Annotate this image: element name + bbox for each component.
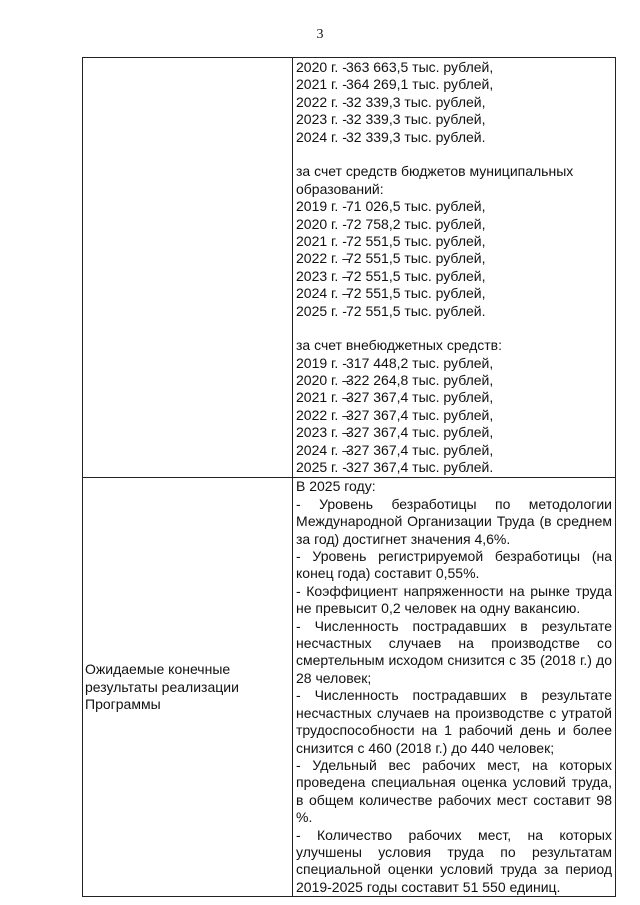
page-number: 3 xyxy=(316,27,324,42)
year-label: 2021 г. - xyxy=(296,76,347,93)
year-label: 2019 г. - xyxy=(296,354,347,371)
funding-line xyxy=(296,76,612,93)
year-label: 2020 г. - xyxy=(296,215,347,232)
result-item: - Количество рабочих мест, на которых улучшены условия труда по результатам специальной оценки условий труда за период 2019-2025 годы составит 51 550 единиц. xyxy=(296,826,612,895)
amount-value: 32 339,3 тыс. рублей, xyxy=(346,93,486,110)
amount-value: 32 339,3 тыс. рублей, xyxy=(346,111,486,128)
funding-line xyxy=(296,129,612,146)
amount-value: 327 367,4 тыс. рублей, xyxy=(346,406,494,423)
funding-line xyxy=(296,355,612,372)
year-label: 2021 г. – xyxy=(296,389,350,406)
funding-line xyxy=(296,459,612,476)
amount-value: 327 367,4 тыс. рублей. xyxy=(346,459,494,476)
funding-line xyxy=(296,285,612,302)
result-item: - Коэффициент напряженности на рынке труда не превысит 0,2 человек на одну вакансию. xyxy=(296,582,612,617)
year-label: 2022 г. - xyxy=(296,93,347,110)
amount-value: 32 339,3 тыс. рублей. xyxy=(346,128,486,145)
year-label: 2023 г. – xyxy=(296,424,350,441)
funding-line xyxy=(296,268,612,285)
results-row xyxy=(83,478,616,897)
year-label: 2021 г. - xyxy=(296,232,347,249)
amount-value: 72 551,5 тыс. рублей, xyxy=(346,285,486,302)
amount-value: 72 551,5 тыс. рублей, xyxy=(346,250,486,267)
year-label: 2023 г. - xyxy=(296,111,347,128)
funding-line xyxy=(296,216,612,233)
year-label: 2020 г. – xyxy=(296,372,350,389)
results-label: Ожидаемые конечные результаты реализации Программы xyxy=(83,478,293,897)
regional-budget-lines xyxy=(296,59,612,146)
result-item: - Численность пострадавших в результате несчастных случаев на производстве с утратой трудоспособности на 1 рабочий день и более снизится с 460 (2018 г.) до 440 человек; xyxy=(296,687,612,756)
year-label: 2024 г. – xyxy=(296,285,350,302)
funding-line xyxy=(296,389,612,406)
funding-line xyxy=(296,250,612,267)
extrabudget-title: за счет внебюджетных средств: xyxy=(296,337,502,354)
amount-value: 327 367,4 тыс. рублей, xyxy=(346,441,494,458)
funding-line xyxy=(296,59,612,76)
funding-line xyxy=(296,111,612,128)
funding-line xyxy=(296,94,612,111)
year-label: 2024 г. - xyxy=(296,128,347,145)
amount-value: 317 448,2 тыс. рублей, xyxy=(346,354,494,371)
funding-line xyxy=(296,372,612,389)
year-label: 2020 г. - xyxy=(296,59,347,75)
amount-value: 364 269,1 тыс. рублей, xyxy=(346,76,494,93)
municipal-budget-title: за счет средств бюджетов муниципальных образований: xyxy=(296,163,574,197)
year-label: 2024 г. – xyxy=(296,441,350,458)
year-label: 2022 г. – xyxy=(296,406,350,423)
extrabudget-block xyxy=(296,337,612,476)
funding-row xyxy=(83,58,616,478)
year-label: 2019 г. - xyxy=(296,198,347,215)
spacer xyxy=(296,146,612,163)
amount-value: 322 264,8 тыс. рублей, xyxy=(346,372,494,389)
amount-value: 327 367,4 тыс. рублей, xyxy=(346,389,494,406)
funding-line xyxy=(296,442,612,459)
municipal-budget-block xyxy=(296,163,612,320)
results-value-cell xyxy=(293,478,616,897)
amount-value: 363 663,5 тыс. рублей, xyxy=(346,59,494,75)
funding-line xyxy=(296,407,612,424)
funding-label-cell xyxy=(83,58,293,478)
funding-line xyxy=(296,303,612,320)
funding-line xyxy=(296,424,612,441)
amount-value: 327 367,4 тыс. рублей, xyxy=(346,424,494,441)
spacer xyxy=(296,320,612,337)
amount-value: 72 551,5 тыс. рублей, xyxy=(346,267,486,284)
year-label: 2025 г. - xyxy=(296,459,347,476)
funding-line xyxy=(296,198,612,215)
program-passport-table xyxy=(82,57,616,897)
amount-value: 71 026,5 тыс. рублей, xyxy=(346,198,486,215)
result-item: - Уровень безработицы по методологии Международной Организации Труда (в среднем за год) достигнет значения 4,6%. xyxy=(296,495,612,547)
amount-value: 72 758,2 тыс. рублей, xyxy=(346,215,486,232)
year-label: 2025 г. - xyxy=(296,302,347,319)
funding-line xyxy=(296,233,612,250)
amount-value: 72 551,5 тыс. рублей, xyxy=(346,232,486,249)
year-label: 2022 г. – xyxy=(296,250,350,267)
result-item: - Уровень регистрируемой безработицы (на конец года) составит 0,55%. xyxy=(296,548,612,582)
amount-value: 72 551,5 тыс. рублей. xyxy=(346,302,486,319)
funding-value-cell xyxy=(293,58,616,478)
year-label: 2023 г. – xyxy=(296,267,350,284)
results-intro: В 2025 году: xyxy=(296,478,376,495)
result-item: - Численность пострадавших в результате несчастных случаев на производстве со смертельным исходом снизится с 35 (2018 г.) до 28 человек; xyxy=(296,617,612,686)
result-item: - Удельный вес рабочих мест, на которых проведена специальная оценка условий труда, в общем количестве рабочих мест составит 98 %. xyxy=(296,756,612,826)
